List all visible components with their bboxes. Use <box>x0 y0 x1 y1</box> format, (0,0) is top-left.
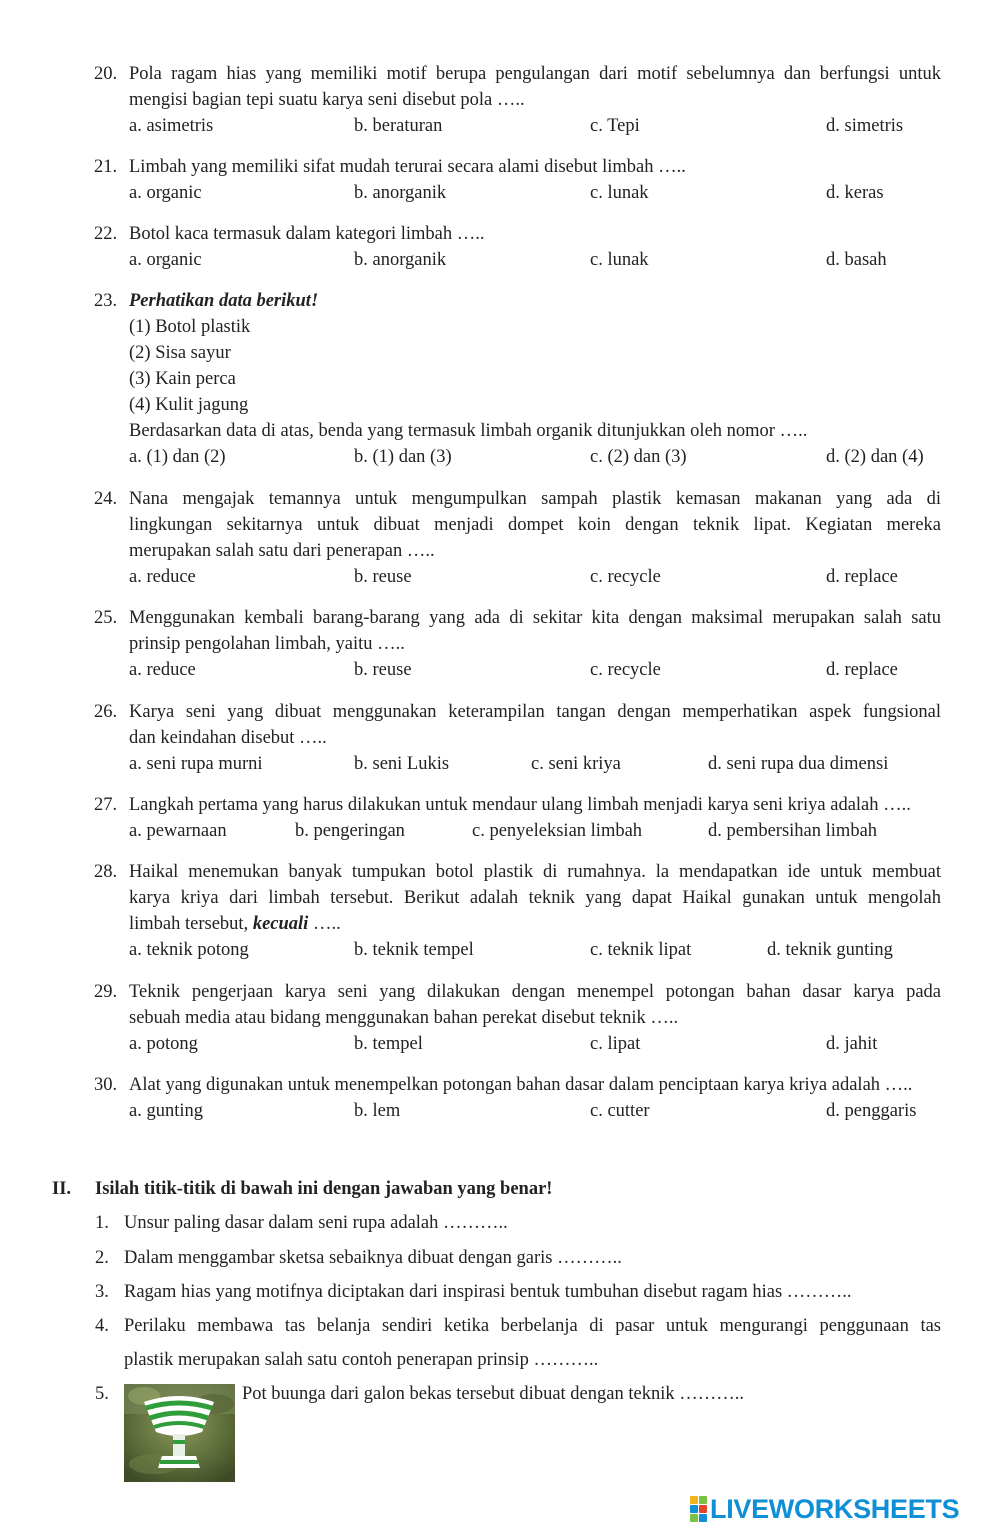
question-text: Nana mengajak temannya untuk mengumpulkan sampah plastik kemasan makanan yang ada di <box>129 489 941 509</box>
question-text: karya kriya dari limbah tersebut. Berikut adalah teknik yang dapat Haikal gunakan untuk mengolah <box>129 888 941 908</box>
option-b[interactable]: b. anorganik <box>354 250 447 270</box>
data-item: (1) Botol plastik <box>129 317 251 337</box>
question-text: mengisi bagian tepi suatu karya seni disebut pola ….. <box>129 90 525 110</box>
option-c[interactable]: c. recycle <box>590 660 661 680</box>
option-c[interactable]: c. lipat <box>590 1034 641 1054</box>
question-text: Berdasarkan data di atas, benda yang termasuk limbah organik ditunjukkan oleh nomor ….. <box>129 421 808 441</box>
option-a[interactable]: a. gunting <box>129 1101 203 1121</box>
question-heading: Perhatikan data berikut! <box>129 291 319 311</box>
question-number: 26. <box>94 702 118 722</box>
option-c[interactable]: c. lunak <box>590 183 649 203</box>
section-title: Isilah titik-titik di bawah ini dengan jawaban yang benar! <box>95 1179 553 1199</box>
galon-flower-pot-image <box>124 1384 235 1482</box>
section-number: II. <box>52 1179 72 1199</box>
fill-item-number: 3. <box>95 1282 109 1302</box>
option-d[interactable]: d. keras <box>826 183 884 203</box>
option-b[interactable]: b. anorganik <box>354 183 447 203</box>
option-a[interactable]: a. reduce <box>129 567 196 587</box>
fill-item-number: 2. <box>95 1248 109 1268</box>
fill-item-number: 1. <box>95 1213 109 1233</box>
question-number: 29. <box>94 982 118 1002</box>
option-a[interactable]: a. potong <box>129 1034 198 1054</box>
option-d[interactable]: d. jahit <box>826 1034 878 1054</box>
option-d[interactable]: d. teknik gunting <box>767 940 893 960</box>
option-b[interactable]: b. (1) dan (3) <box>354 447 452 467</box>
fill-item-text[interactable]: Ragam hias yang motifnya diciptakan dari inspirasi bentuk tumbuhan disebut ragam hias ……….. <box>124 1282 852 1302</box>
question-text: Botol kaca termasuk dalam kategori limbah ….. <box>129 224 485 244</box>
question-number: 23. <box>94 291 118 311</box>
question-number: 28. <box>94 862 118 882</box>
option-c[interactable]: c. teknik lipat <box>590 940 692 960</box>
question-number: 25. <box>94 608 118 628</box>
option-d[interactable]: d. replace <box>826 567 898 587</box>
logo-mark-icon <box>690 1496 707 1522</box>
option-a[interactable]: a. teknik potong <box>129 940 249 960</box>
option-b[interactable]: b. teknik tempel <box>354 940 474 960</box>
question-text: Alat yang digunakan untuk menempelkan potongan bahan dasar dalam penciptaan karya kriya adalah ….. <box>129 1075 913 1095</box>
option-a[interactable]: a. organic <box>129 183 202 203</box>
option-d[interactable]: d. seni rupa dua dimensi <box>708 754 889 774</box>
option-d[interactable]: d. simetris <box>826 116 904 136</box>
option-a[interactable]: a. seni rupa murni <box>129 754 263 774</box>
option-b[interactable]: b. reuse <box>354 660 412 680</box>
question-text: dan keindahan disebut ….. <box>129 728 327 748</box>
option-a[interactable]: a. reduce <box>129 660 196 680</box>
question-text: Pola ragam hias yang memiliki motif berupa pengulangan dari motif sebelumnya dan berfungsi untuk <box>129 64 941 84</box>
option-b[interactable]: b. reuse <box>354 567 412 587</box>
option-b[interactable]: b. beraturan <box>354 116 443 136</box>
option-c[interactable]: c. (2) dan (3) <box>590 447 687 467</box>
option-a[interactable]: a. organic <box>129 250 202 270</box>
option-b[interactable]: b. tempel <box>354 1034 423 1054</box>
question-text: Menggunakan kembali barang-barang yang ada di sekitar kita dengan maksimal merupakan salah satu <box>129 608 941 628</box>
emphasis-word: kecuali <box>252 914 309 934</box>
question-text: Limbah yang memiliki sifat mudah terurai secara alami disebut limbah ….. <box>129 157 686 177</box>
option-c[interactable]: c. Tepi <box>590 116 640 136</box>
question-text: lingkungan sekitarnya untuk dibuat menjadi dompet koin dengan teknik lipat. Kegiatan mereka <box>129 515 941 535</box>
fill-item-number: 4. <box>95 1316 109 1336</box>
option-b[interactable]: b. lem <box>354 1101 401 1121</box>
option-b[interactable]: b. seni Lukis <box>354 754 450 774</box>
data-item: (3) Kain perca <box>129 369 236 389</box>
question-text: Langkah pertama yang harus dilakukan untuk mendaur ulang limbah menjadi karya seni kriya adalah ….. <box>129 795 911 815</box>
option-d[interactable]: d. pembersihan limbah <box>708 821 878 841</box>
question-text: merupakan salah satu dari penerapan ….. <box>129 541 435 561</box>
data-item: (2) Sisa sayur <box>129 343 231 363</box>
liveworksheets-logo <box>690 1494 959 1524</box>
question-number: 20. <box>94 64 118 84</box>
fill-item-number: 5. <box>95 1384 109 1404</box>
fill-item-text[interactable]: Dalam menggambar sketsa sebaiknya dibuat dengan garis ……….. <box>124 1248 622 1268</box>
option-c[interactable]: c. recycle <box>590 567 661 587</box>
option-b[interactable]: b. pengeringan <box>295 821 405 841</box>
ellipsis: ….. <box>308 914 341 934</box>
fill-item-text[interactable]: plastik merupakan salah satu contoh penerapan prinsip ……….. <box>124 1350 599 1370</box>
option-d[interactable]: d. replace <box>826 660 898 680</box>
option-c[interactable]: c. cutter <box>590 1101 650 1121</box>
question-text: Teknik pengerjaan karya seni yang dilakukan dengan menempel potongan bahan dasar karya pada <box>129 982 941 1002</box>
question-text: prinsip pengolahan limbah, yaitu ….. <box>129 634 405 654</box>
fill-item-text[interactable]: Pot buunga dari galon bekas tersebut dibuat dengan teknik ……….. <box>242 1384 744 1404</box>
option-a[interactable]: a. pewarnaan <box>129 821 227 841</box>
question-text: limbah tersebut, <box>129 914 249 934</box>
question-text-last <box>129 911 941 937</box>
option-a[interactable]: a. (1) dan (2) <box>129 447 226 467</box>
option-a[interactable]: a. asimetris <box>129 116 214 136</box>
question-text: Karya seni yang dibuat menggunakan keterampilan tangan dengan memperhatikan aspek fungsional <box>129 702 941 722</box>
question-text: sebuah media atau bidang menggunakan bahan perekat disebut teknik ….. <box>129 1008 679 1028</box>
option-d[interactable]: d. penggaris <box>826 1101 917 1121</box>
question-number: 27. <box>94 795 118 815</box>
option-c[interactable]: c. lunak <box>590 250 649 270</box>
option-d[interactable]: d. basah <box>826 250 887 270</box>
data-item: (4) Kulit jagung <box>129 395 249 415</box>
question-number: 21. <box>94 157 118 177</box>
question-number: 24. <box>94 489 118 509</box>
question-number: 22. <box>94 224 118 244</box>
logo-text: LIVEWORKSHEETS <box>710 1493 960 1524</box>
option-d[interactable]: d. (2) dan (4) <box>826 447 924 467</box>
fill-item-text[interactable]: Unsur paling dasar dalam seni rupa adalah ……….. <box>124 1213 508 1233</box>
question-number: 30. <box>94 1075 118 1095</box>
question-text: Haikal menemukan banyak tumpukan botol plastik di rumahnya. la mendapatkan ide untuk membuat <box>129 862 941 882</box>
option-c[interactable]: c. seni kriya <box>531 754 621 774</box>
fill-item-text: Perilaku membawa tas belanja sendiri ketika berbelanja di pasar untuk mengurangi penggunaan tas <box>124 1316 941 1336</box>
option-c[interactable]: c. penyeleksian limbah <box>472 821 643 841</box>
